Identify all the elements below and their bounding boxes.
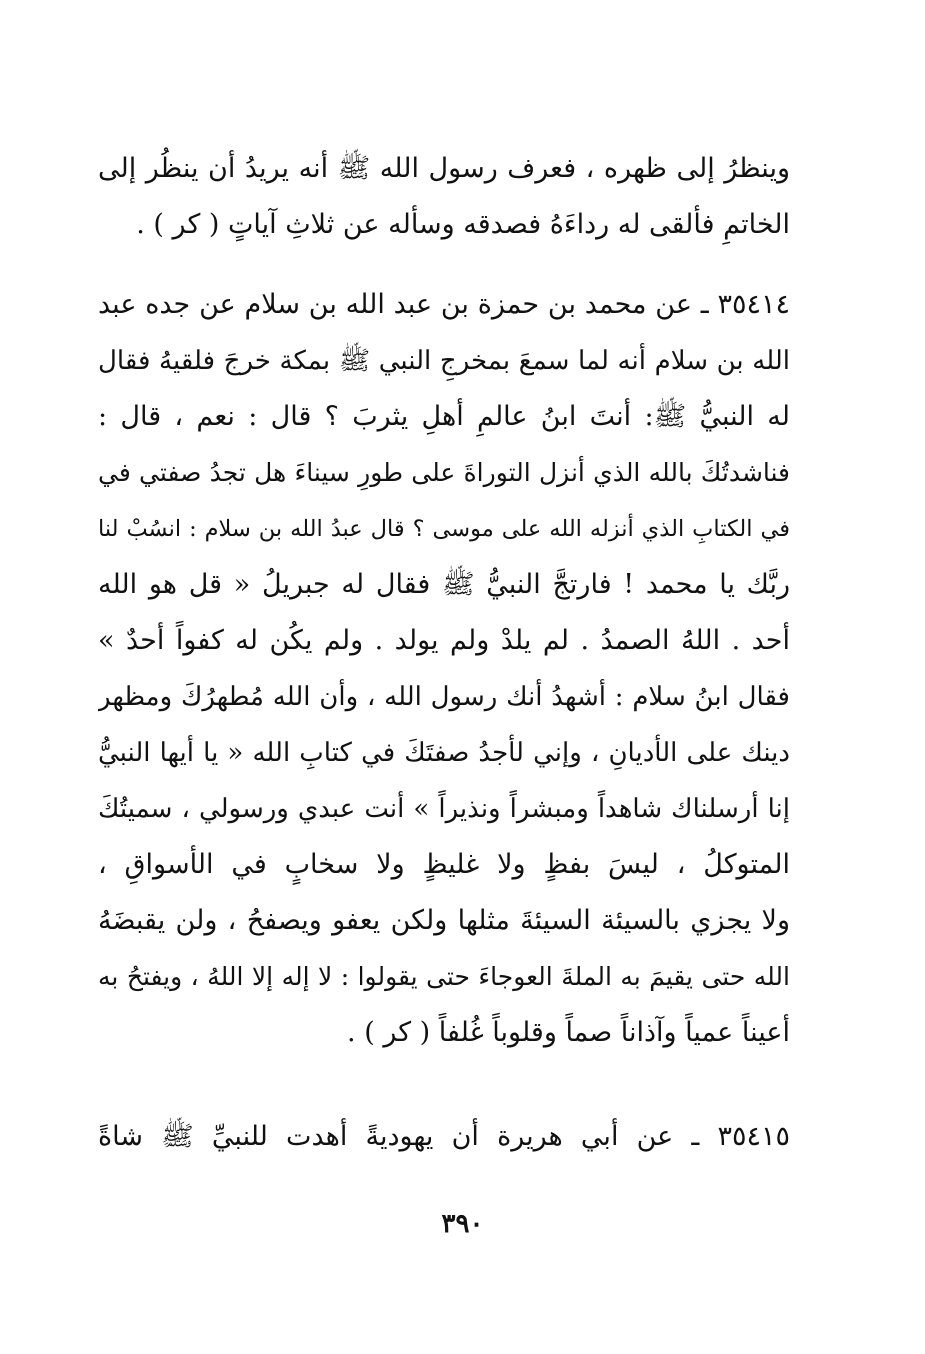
- text-line: إنا أرسلناك شاهداً ومبشراً ونذيراً » أنت عبدي ورسولي ، سميتُكَ: [98, 794, 790, 824]
- text-line: المتوكلُ ، ليسَ بفظٍ ولا غليظٍ ولا سخابٍ في الأسواقِ ،: [98, 849, 790, 880]
- hadith-35415: [98, 1109, 790, 1165]
- text-line: الله حتى يقيمَ به الملةَ العوجاءَ حتى يقولوا : لا إله إلا اللهُ ، ويفتحُ به: [98, 962, 790, 991]
- text-line: ربَّك يا محمد ! فارتجَّ النبيُّ ﷺ فقال له جبريلُ « قل هو الله: [98, 569, 790, 600]
- text-line: ٣٥٤١٤ ـ عن محمد بن حمزة بن عبد الله بن سلام عن جده عبد: [98, 289, 790, 320]
- text-line: الخاتمِ فألقى له رداءَهُ فصدقه وسأله عن ثلاثِ آياتٍ ( كر ) .: [136, 209, 790, 240]
- text-line: ولا يجزي بالسيئة السيئةَ مثلها ولكن يعفو ويصفحُ ، ولن يقبضَهُ: [98, 905, 790, 936]
- text-line: له النبيُّ ﷺ: أنتَ ابنُ عالمِ أهلِ يثربَ ؟ قال : نعم ، قال :: [98, 401, 790, 432]
- text-line: الله بن سلام أنه لما سمعَ بمخرجِ النبي ﷺ بمكة خرجَ فلقيهُ فقال: [98, 346, 790, 376]
- text-line: وينظرُ إلى ظهره ، فعرف رسول الله ﷺ أنه يريدُ أن ينظُر إلى: [98, 153, 790, 184]
- text-line: فناشدتُكَ بالله الذي أنزل التوراةَ على طورِ سيناءَ هل تجدُ صفتي في: [98, 458, 790, 487]
- text-line: فقال ابنُ سلام : أشهدُ أنك رسول الله ، وأن الله مُطهرُكَ ومظهر: [98, 682, 790, 712]
- paragraph-continuation: [98, 141, 790, 253]
- text-line: في الكتابِ الذي أنزله الله على موسى ؟ قال عبدُ الله بن سلام : انسُبْ لنا: [98, 516, 790, 542]
- page-number: ٣٩٠: [441, 1209, 484, 1239]
- hadith-35414: [98, 277, 790, 1061]
- text-line: ٣٥٤١٥ ـ عن أبي هريرة أن يهوديةً أهدت للنبيِّ ﷺ شاةً: [98, 1121, 790, 1152]
- text-line: أعيناً عمياً وآذاناً صماً وقلوباً غُلفاً ( كر ) .: [347, 1017, 790, 1048]
- text-line: أحد . اللهُ الصمدُ . لم يلدْ ولم يولد . ولم يكُن له كفواً أحدٌ »: [98, 625, 790, 656]
- text-line: دينك على الأديانِ ، وإني لأجدُ صفتَكَ في كتابِ الله « يا أيها النبيُّ: [98, 738, 790, 768]
